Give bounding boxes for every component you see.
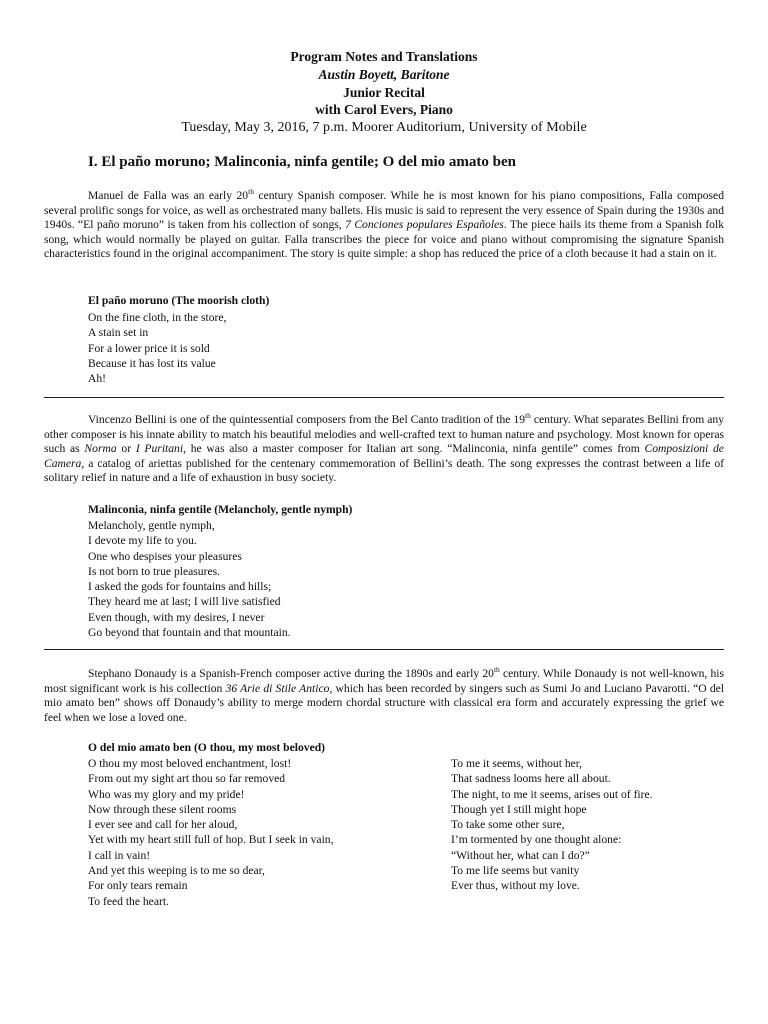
poem-line: I call in vain! xyxy=(88,848,151,862)
text-run: Vincenzo Bellini is one of the quintessential composers from the Bel Canto tradition of the 19 xyxy=(88,413,526,426)
text-run: , which has been recorded by singers such as Sumi Jo and Luciano Pavarotti. “O del mio amato ben” shows off Donaudy’s ability to merge modern chordal structure with classical era form and accurately expressing the grief we feel when we lose a loved one. xyxy=(44,681,725,724)
poem-title-donaudy: O del mio amato ben (O thou, my most beloved) xyxy=(88,741,326,754)
section-divider xyxy=(44,397,724,398)
donaudy-paragraph xyxy=(44,667,724,725)
text-run: or xyxy=(116,442,136,456)
superscript: th xyxy=(493,665,500,674)
poem-line: Though yet I still might hope xyxy=(451,802,587,816)
poem-line: “Without her, what can I do?” xyxy=(451,848,590,862)
poem-bellini xyxy=(88,518,291,640)
poem-line: A stain set in xyxy=(88,326,149,340)
poem-line: O thou my most beloved enchantment, lost! xyxy=(88,757,292,770)
performer-line: Austin Boyett, Baritone xyxy=(318,67,450,82)
superscript: th xyxy=(248,187,254,196)
poem-line: Because it has lost its value xyxy=(88,356,216,370)
poem-line: Ah! xyxy=(88,372,107,386)
poem-line: Is not born to true pleasures. xyxy=(88,564,221,578)
poem-line: And yet this weeping is to me so dear, xyxy=(88,864,265,878)
text-run: Stephano Donaudy is a Spanish-French composer active during the 1890s and early 20 xyxy=(88,667,494,680)
poem-line: On the fine cloth, in the store, xyxy=(88,311,227,324)
bellini-paragraph xyxy=(44,413,724,486)
poem-falla xyxy=(88,310,226,386)
poem-line: Who was my glory and my pride! xyxy=(88,787,245,801)
collection-title: 36 Arie di Stile Antico xyxy=(225,681,330,695)
accompanist-line: with Carol Evers, Piano xyxy=(315,102,453,117)
poem-line: From out my sight art thou so far removed xyxy=(88,772,286,786)
poem-line: Go beyond that fountain and that mountain. xyxy=(88,626,291,640)
superscript: th xyxy=(525,411,531,420)
text-run: century. What separates Bellini from any other composer is his innate ability to match his beautiful melodies and well-crafted text to human nature and psychology. Most known for operas such as xyxy=(44,413,724,456)
poem-line: I devote my life to you. xyxy=(88,534,197,548)
poem-line: I asked the gods for fountains and hills; xyxy=(88,580,272,594)
poem-title-falla: El paño moruno (The moorish cloth) xyxy=(88,294,270,307)
section-divider xyxy=(44,649,724,650)
poem-line: Yet with my heart still full of hop. But I seek in vain, xyxy=(88,833,334,847)
poem-line: That sadness looms here all about. xyxy=(451,772,611,786)
text-run: . The piece hails its theme from a Spanish folk song, which would normally be played on guitar. Falla transcribes the piece for voice and piano without compromising the signature Spanish characteristics found in the original accompaniment. The story is quite simple: a shop has reduced the price of a cloth because it had a stain on it. xyxy=(44,218,725,261)
poem-line: Now through these silent rooms xyxy=(88,802,237,816)
poem-donaudy-left xyxy=(88,756,334,909)
poem-line: They heard me at last; I will live satisfied xyxy=(88,595,281,609)
poem-line: I’m tormented by one thought alone: xyxy=(451,833,622,847)
text-run: century. While Donaudy is not well-known, his most significant work is his collection xyxy=(44,667,724,695)
section-heading: I. El paño moruno; Malinconia, ninfa gentile; O del mio amato ben xyxy=(88,154,516,170)
falla-paragraph xyxy=(44,189,724,262)
poem-line: To take some other sure, xyxy=(451,818,565,832)
poem-line: For a lower price it is sold xyxy=(88,341,210,355)
collection-title: Composizioni de Camera xyxy=(44,442,724,470)
collection-title: 7 Conciones populares Españoles xyxy=(345,218,504,232)
poem-line: To feed the heart. xyxy=(88,894,169,908)
text-run: , a catalog of ariettas published for the centenary commemoration of Bellini’s death. The song expresses the contrast between a life of solitary relief in nature and a life of exhaustion in busy society. xyxy=(44,456,724,485)
poem-line: To me life seems but vanity xyxy=(451,864,580,878)
opera-title: Norma xyxy=(84,442,117,456)
poem-line: I ever see and call for her aloud, xyxy=(88,818,238,832)
text-run: Manuel de Falla was an early 20 xyxy=(88,189,249,202)
poem-line: One who despises your pleasures xyxy=(88,549,242,563)
poem-title-bellini: Malinconia, ninfa gentile (Melancholy, gentle nymph) xyxy=(88,503,353,516)
event-line: Tuesday, May 3, 2016, 7 p.m. Moorer Auditorium, University of Mobile xyxy=(181,120,587,135)
poem-line: To me it seems, without her, xyxy=(451,757,583,770)
poem-line: Ever thus, without my love. xyxy=(451,879,580,893)
text-run: , he was also a master composer for Italian art song. “Malinconia, ninfa gentile” comes from xyxy=(183,442,645,456)
opera-title: I Puritani xyxy=(135,442,184,456)
document-title: Program Notes and Translations xyxy=(290,49,478,64)
poem-line: Even though, with my desires, I never xyxy=(88,610,265,624)
poem-line: The night, to me it seems, arises out of fire. xyxy=(451,787,653,801)
recital-line: Junior Recital xyxy=(343,85,425,100)
poem-donaudy-right xyxy=(451,756,653,894)
poem-line: Melancholy, gentle nymph, xyxy=(88,519,215,532)
text-run: century Spanish composer. While he is most known for his piano compositions, Falla composed several prolific songs for voice, as well as orchestrated many ballets. His music is said to represent the very essence of Spain during the 1930s and 1940s. “El paño moruno” is taken from his collection of songs, xyxy=(44,189,724,232)
poem-line: For only tears remain xyxy=(88,879,188,893)
